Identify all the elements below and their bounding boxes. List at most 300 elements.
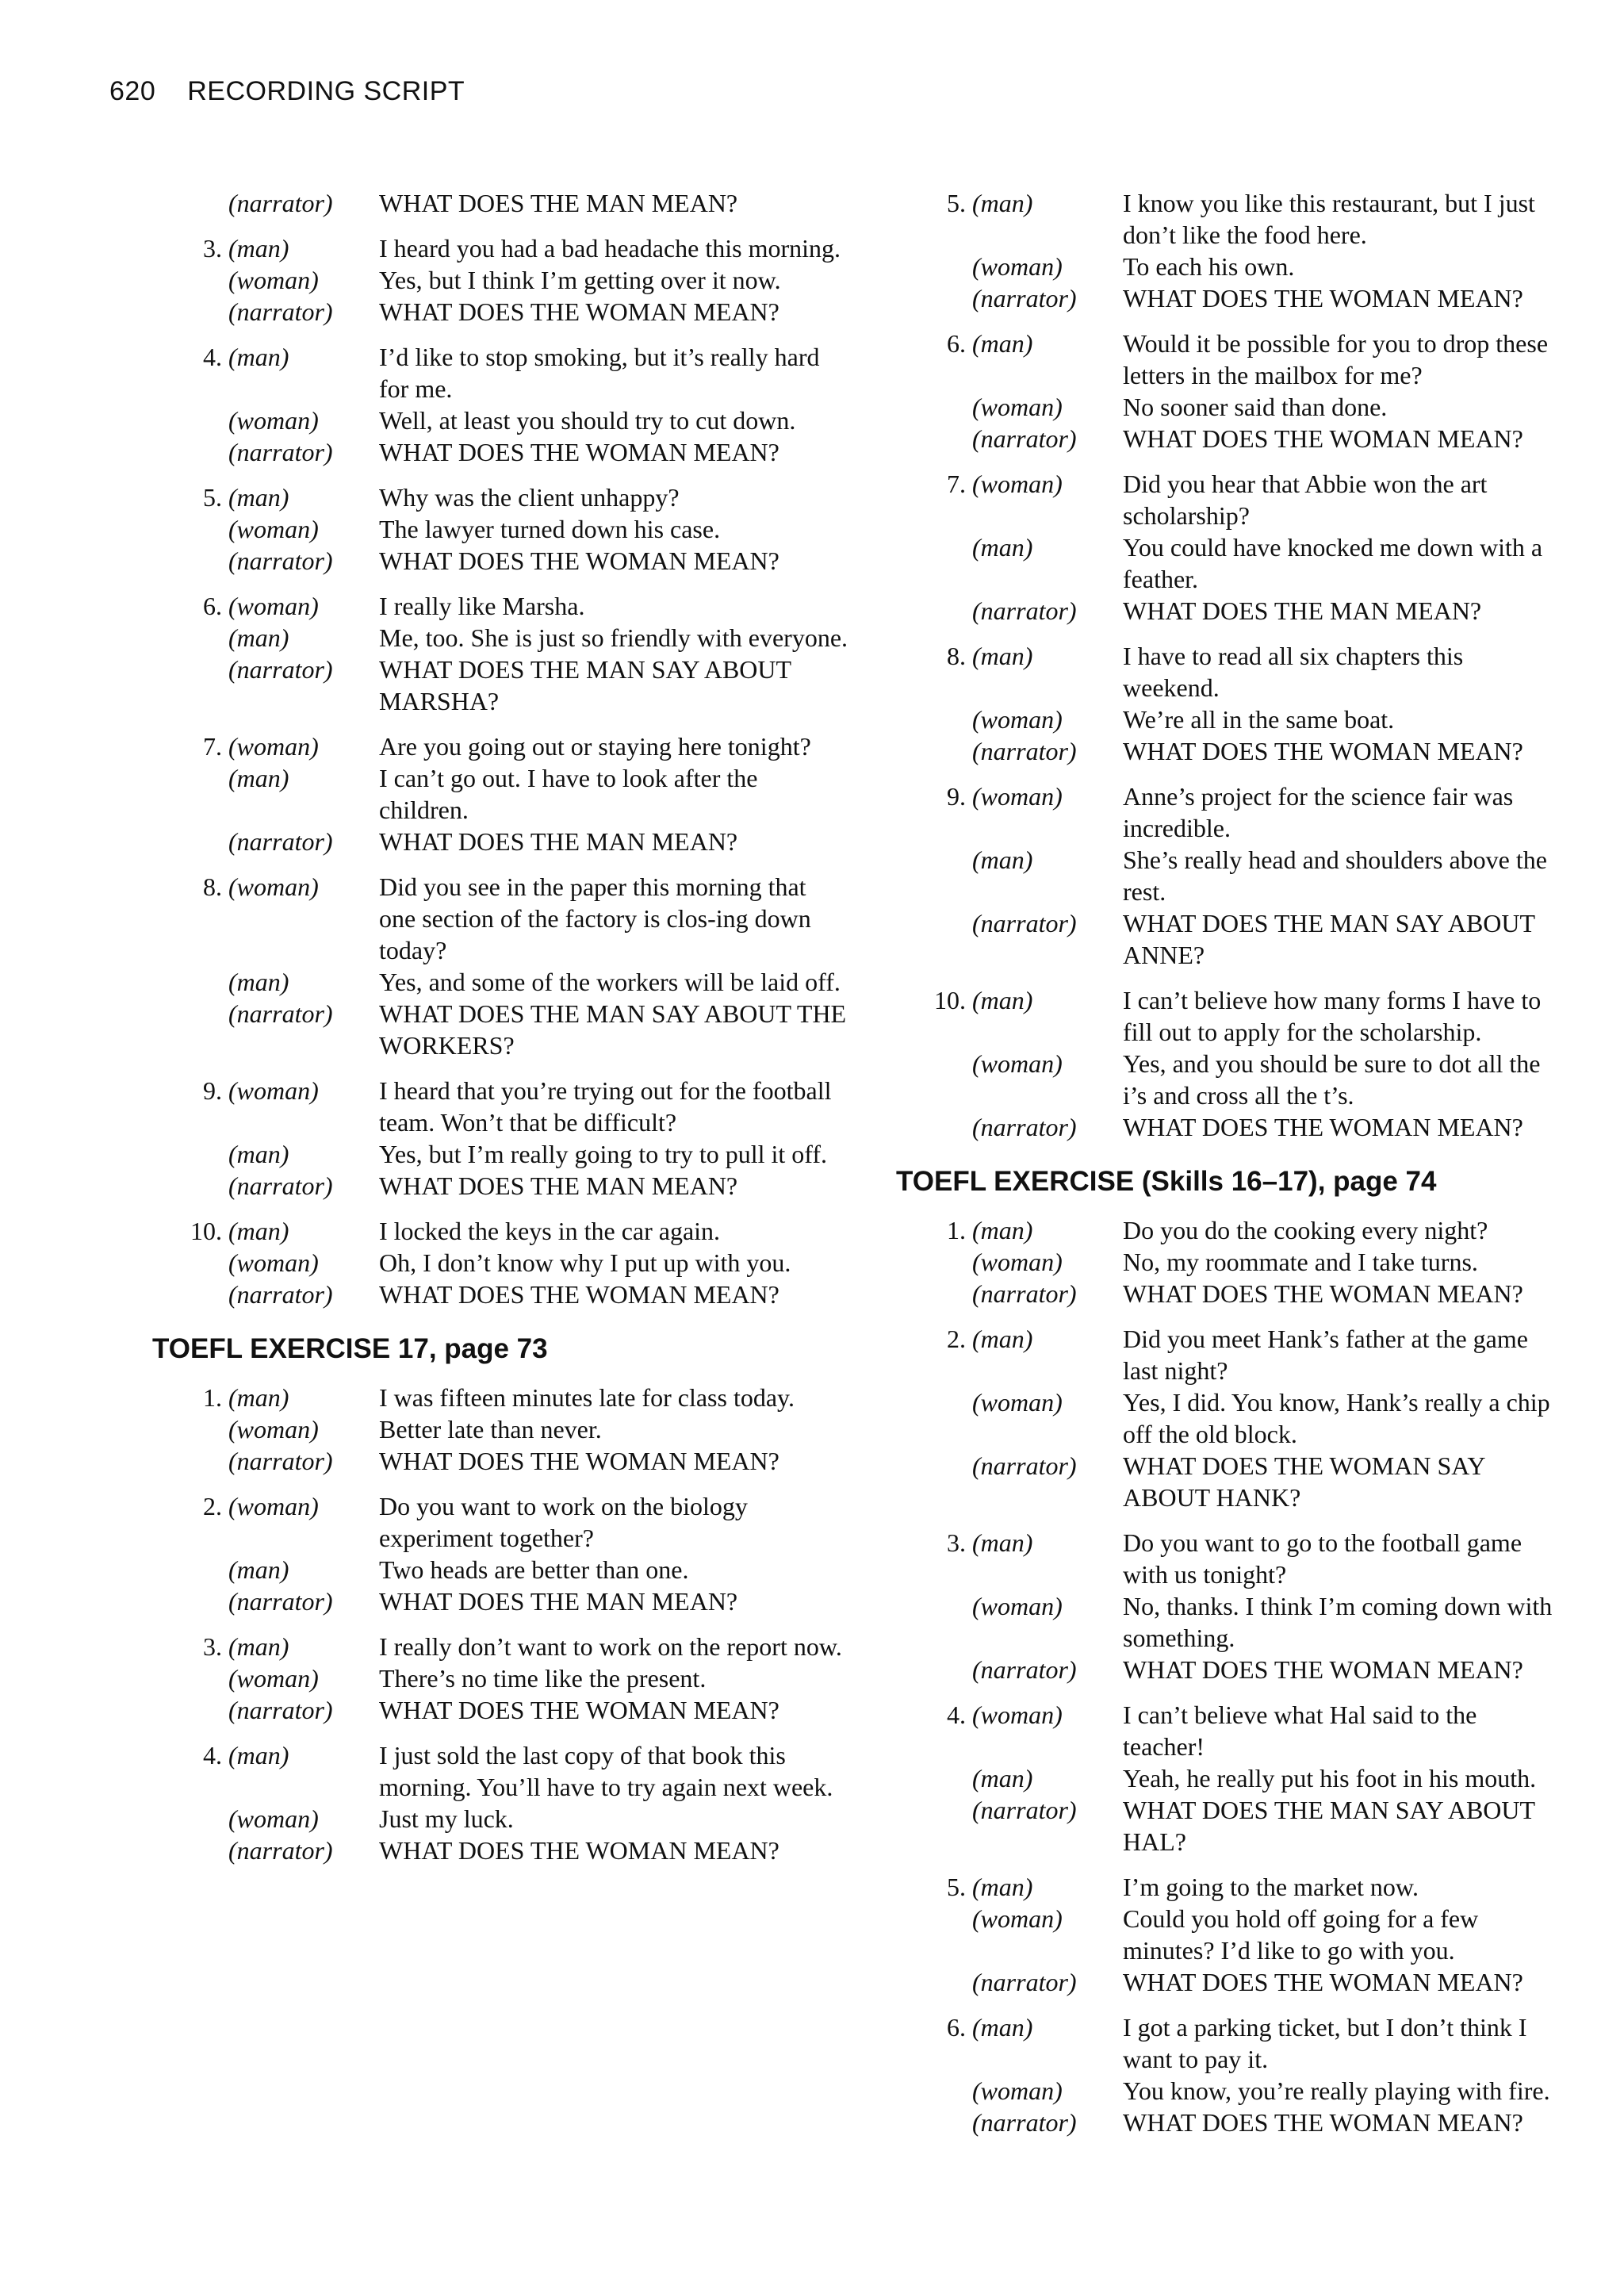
dialogue-item: [167, 1631, 848, 1726]
dialogue-line: [167, 590, 848, 622]
dialogue-line: [167, 1138, 848, 1170]
line-text: I just sold the last copy of that book this morning. You’ll have to try again next week.: [379, 1741, 833, 1801]
item-number: [910, 1590, 972, 1654]
item-number: [167, 1835, 228, 1866]
item-number: [167, 1554, 228, 1585]
speaker-label: (woman): [972, 1248, 1063, 1276]
item-number: [167, 264, 228, 296]
speaker-label: (woman): [228, 266, 319, 294]
dialogue-line: [167, 1835, 848, 1866]
line-text: Yes, but I’m really going to try to pull it off.: [379, 1140, 828, 1168]
speaker-label: (man): [228, 1140, 289, 1168]
dialogue-line: [910, 704, 1561, 735]
item-number: [910, 907, 972, 971]
item-number: 5.: [947, 1873, 966, 1901]
item-number: [910, 844, 972, 907]
line-text: WHAT DOES THE MAN MEAN?: [379, 1171, 738, 1200]
item-number: 8.: [947, 642, 966, 670]
item-number: [910, 1246, 972, 1278]
item-number: [167, 1247, 228, 1279]
speaker-label: (woman): [228, 872, 319, 901]
speaker-label: (man): [972, 1325, 1033, 1353]
dialogue-line: [167, 187, 848, 219]
item-number: [167, 545, 228, 577]
speaker-label: (narrator): [228, 189, 333, 217]
dialogue-line: [910, 735, 1561, 767]
line-text: Yes, I did. You know, Hank’s really a chip off the old block.: [1123, 1388, 1550, 1448]
dialogue-line: [167, 1662, 848, 1694]
dialogue-line: [167, 1215, 848, 1247]
line-text: Do you do the cooking every night?: [1123, 1216, 1488, 1244]
line-text: WHAT DOES THE WOMAN MEAN?: [1123, 1968, 1523, 1996]
dialogue-line: [910, 531, 1561, 595]
dialogue-line: [167, 481, 848, 513]
speaker-label: (man): [228, 1741, 289, 1769]
dialogue-item: [167, 232, 848, 328]
dialogue-item: [167, 1075, 848, 1202]
dialogue-line: [910, 1214, 1561, 1246]
line-text: WHAT DOES THE WOMAN MEAN?: [379, 1836, 779, 1865]
line-text: You know, you’re really playing with fire.: [1123, 2076, 1550, 2105]
speaker-label: (narrator): [228, 1836, 333, 1865]
dialogue-line: [910, 984, 1561, 1048]
page-title: RECORDING SCRIPT: [187, 76, 465, 106]
speaker-label: (man): [228, 234, 289, 263]
speaker-label: (woman): [228, 1248, 319, 1277]
dialogue-item: [910, 780, 1561, 971]
dialogue-line: [910, 640, 1561, 704]
speaker-label: (woman): [972, 252, 1063, 281]
item-number: [167, 1445, 228, 1477]
dialogue-item: [910, 1323, 1561, 1513]
speaker-label: (man): [228, 968, 289, 996]
item-number: [910, 1386, 972, 1450]
speaker-label: (man): [228, 764, 289, 792]
line-text: WHAT DOES THE MAN MEAN?: [379, 1587, 738, 1616]
speaker-label: (narrator): [972, 1451, 1077, 1480]
item-number: [910, 1450, 972, 1513]
dialogue-line: [167, 232, 848, 264]
item-number: [910, 704, 972, 735]
dialogue-line: [910, 1871, 1561, 1903]
speaker-label: (woman): [228, 1076, 319, 1105]
item-number: [910, 1966, 972, 1998]
speaker-label: (man): [972, 1216, 1033, 1244]
line-text: The lawyer turned down his case.: [379, 515, 721, 543]
line-text: Yeah, he really put his foot in his mouth.: [1123, 1764, 1537, 1792]
speaker-label: (man): [972, 642, 1033, 670]
item-number: 8.: [203, 872, 222, 901]
line-text: You could have knocked me down with a feather.: [1123, 533, 1543, 593]
item-number: [167, 762, 228, 826]
line-text: I was fifteen minutes late for class today.: [379, 1383, 795, 1412]
line-text: She’s really head and shoulders above the rest.: [1123, 845, 1547, 906]
line-text: WHAT DOES THE WOMAN MEAN?: [1123, 737, 1523, 765]
item-number: [910, 423, 972, 454]
speaker-label: (woman): [972, 1904, 1063, 1933]
line-text: WHAT DOES THE MAN MEAN?: [1123, 596, 1482, 625]
dialogue-item: [167, 871, 848, 1061]
speaker-label: (woman): [972, 1049, 1063, 1078]
dialogue-line: [167, 966, 848, 998]
speaker-label: (man): [972, 986, 1033, 1014]
dialogue-item: [910, 1699, 1561, 1858]
speaker-label: (man): [228, 1217, 289, 1245]
speaker-label: (man): [972, 1764, 1033, 1792]
line-text: No sooner said than done.: [1123, 393, 1388, 421]
speaker-label: (woman): [972, 1388, 1063, 1417]
dialogue-line: [910, 1966, 1561, 1998]
speaker-label: (man): [228, 1632, 289, 1661]
line-text: WHAT DOES THE WOMAN MEAN?: [379, 438, 779, 466]
line-text: We’re all in the same boat.: [1123, 705, 1395, 734]
dialogue-item: [910, 1527, 1561, 1685]
line-text: WHAT DOES THE WOMAN MEAN?: [1123, 1655, 1523, 1684]
item-number: [167, 998, 228, 1061]
item-number: [910, 531, 972, 595]
dialogue-line: [167, 730, 848, 762]
dialogue-item: [910, 2011, 1561, 2138]
item-number: [167, 1694, 228, 1726]
speaker-label: (man): [972, 329, 1033, 358]
item-number: [910, 282, 972, 314]
item-number: [167, 436, 228, 468]
item-number: 3.: [203, 1632, 222, 1661]
dialogue-line: [910, 187, 1561, 251]
dialogue-line: [910, 468, 1561, 531]
line-text: WHAT DOES THE MAN MEAN?: [379, 827, 738, 856]
item-number: [910, 1762, 972, 1794]
item-number: 4.: [203, 343, 222, 371]
line-text: I heard that you’re trying out for the football team. Won’t that be difficult?: [379, 1076, 832, 1137]
dialogue-item: [167, 730, 848, 857]
dialogue-line: [167, 1554, 848, 1585]
item-number: 4.: [203, 1741, 222, 1769]
dialogue-line: [167, 1279, 848, 1310]
line-text: I’d like to stop smoking, but it’s really hard for me.: [379, 343, 820, 403]
speaker-label: (man): [972, 189, 1033, 217]
dialogue-item: [167, 341, 848, 468]
item-number: [167, 622, 228, 654]
dialogue-line: [167, 545, 848, 577]
dialogue-item: [167, 1215, 848, 1310]
line-text: Why was the client unhappy?: [379, 483, 680, 512]
item-number: 7.: [203, 732, 222, 761]
dialogue-line: [167, 654, 848, 717]
line-text: Yes, but I think I’m getting over it now.: [379, 266, 781, 294]
page-header: [109, 76, 465, 107]
speaker-label: (woman): [228, 406, 319, 435]
line-text: Better late than never.: [379, 1415, 602, 1444]
section-heading: TOEFL EXERCISE (Skills 16–17), page 74: [896, 1166, 1437, 1197]
dialogue-line: [910, 282, 1561, 314]
item-number: [167, 1585, 228, 1617]
item-number: [910, 1048, 972, 1111]
item-number: 7.: [947, 470, 966, 498]
speaker-label: (woman): [228, 592, 319, 620]
speaker-label: (narrator): [228, 1447, 333, 1475]
line-text: Yes, and you should be sure to dot all the i’s and cross all the t’s.: [1123, 1049, 1541, 1110]
speaker-label: (woman): [228, 1415, 319, 1444]
line-text: WHAT DOES THE WOMAN MEAN?: [1123, 2108, 1523, 2137]
dialogue-line: [910, 423, 1561, 454]
dialogue-line: [167, 1803, 848, 1835]
dialogue-line: [910, 1111, 1561, 1143]
item-number: 10.: [934, 986, 966, 1014]
speaker-label: (woman): [972, 393, 1063, 421]
item-number: [167, 826, 228, 857]
dialogue-line: [910, 1699, 1561, 1762]
line-text: Are you going out or staying here tonight?: [379, 732, 811, 761]
speaker-label: (man): [972, 845, 1033, 874]
item-number: [167, 405, 228, 436]
dialogue-line: [910, 1654, 1561, 1685]
item-number: [167, 187, 228, 219]
dialogue-line: [167, 513, 848, 545]
speaker-label: (narrator): [972, 1968, 1077, 1996]
speaker-label: (narrator): [972, 1279, 1077, 1308]
line-text: There’s no time like the present.: [379, 1664, 707, 1693]
speaker-label: (man): [972, 1528, 1033, 1557]
dialogue-item: [167, 481, 848, 577]
section-heading: TOEFL EXERCISE 17, page 73: [152, 1333, 548, 1364]
speaker-label: (narrator): [972, 2108, 1077, 2137]
dialogue-line: [167, 826, 848, 857]
line-text: WHAT DOES THE WOMAN MEAN?: [379, 1280, 779, 1309]
line-text: I locked the keys in the car again.: [379, 1217, 721, 1245]
dialogue-line: [167, 1413, 848, 1445]
line-text: I got a parking ticket, but I don’t think I want to pay it.: [1123, 2013, 1527, 2073]
line-text: WHAT DOES THE MAN MEAN?: [379, 189, 738, 217]
speaker-label: (man): [228, 483, 289, 512]
dialogue-line: [167, 264, 848, 296]
speaker-label: (man): [228, 343, 289, 371]
line-text: WHAT DOES THE WOMAN MEAN?: [1123, 284, 1523, 312]
dialogue-line: [167, 1585, 848, 1617]
item-number: [167, 1803, 228, 1835]
item-number: 1.: [203, 1383, 222, 1412]
line-text: Did you see in the paper this morning that one section of the factory is clos-ing down today?: [379, 872, 811, 964]
line-text: Anne’s project for the science fair was incredible.: [1123, 782, 1514, 842]
dialogue-item: [167, 1739, 848, 1866]
dialogue-line: [167, 405, 848, 436]
speaker-label: (woman): [972, 782, 1063, 811]
dialogue-line: [167, 1382, 848, 1413]
dialogue-item: [910, 1871, 1561, 1998]
item-number: [910, 2107, 972, 2138]
item-number: [167, 1279, 228, 1310]
dialogue-line: [167, 1247, 848, 1279]
speaker-label: (narrator): [972, 1655, 1077, 1684]
speaker-label: (narrator): [972, 1113, 1077, 1141]
item-number: 10.: [190, 1217, 222, 1245]
item-number: 2.: [203, 1492, 222, 1520]
dialogue-item: [167, 590, 848, 717]
dialogue-line: [910, 1246, 1561, 1278]
item-number: [910, 595, 972, 627]
item-number: [167, 1170, 228, 1202]
item-number: [167, 654, 228, 717]
item-number: 4.: [947, 1700, 966, 1729]
speaker-label: (man): [972, 2013, 1033, 2042]
item-number: [910, 735, 972, 767]
page-number: 620: [109, 76, 156, 106]
dialogue-line: [167, 1445, 848, 1477]
line-text: I can’t believe what Hal said to the teacher!: [1123, 1700, 1477, 1761]
dialogue-line: [167, 762, 848, 826]
dialogue-line: [167, 296, 848, 328]
speaker-label: (narrator): [228, 655, 333, 684]
speaker-label: (woman): [972, 1592, 1063, 1620]
item-number: [167, 966, 228, 998]
speaker-label: (woman): [972, 1700, 1063, 1729]
dialogue-item: [910, 1214, 1561, 1309]
line-text: To each his own.: [1123, 252, 1295, 281]
line-text: WHAT DOES THE WOMAN MEAN?: [379, 297, 779, 326]
speaker-label: (woman): [228, 1492, 319, 1520]
line-text: I’m going to the market now.: [1123, 1873, 1419, 1901]
line-text: I have to read all six chapters this weekend.: [1123, 642, 1464, 702]
item-number: [910, 1654, 972, 1685]
dialogue-line: [910, 780, 1561, 844]
speaker-label: (narrator): [228, 999, 333, 1028]
speaker-label: (narrator): [228, 297, 333, 326]
dialogue-line: [910, 328, 1561, 391]
line-text: Well, at least you should try to cut down.: [379, 406, 796, 435]
item-number: [167, 1662, 228, 1694]
speaker-label: (woman): [228, 515, 319, 543]
line-text: Do you want to work on the biology experiment together?: [379, 1492, 748, 1552]
dialogue-item: [167, 1490, 848, 1617]
dialogue-line: [910, 1386, 1561, 1450]
line-text: I heard you had a bad headache this morning.: [379, 234, 841, 263]
item-number: 5.: [947, 189, 966, 217]
dialogue-line: [910, 1590, 1561, 1654]
dialogue-line: [167, 622, 848, 654]
line-text: Did you hear that Abbie won the art scholarship?: [1123, 470, 1488, 530]
speaker-label: (woman): [228, 732, 319, 761]
speaker-label: (narrator): [972, 1796, 1077, 1824]
dialogue-line: [910, 1278, 1561, 1309]
speaker-label: (narrator): [228, 1696, 333, 1724]
item-number: [167, 1413, 228, 1445]
line-text: WHAT DOES THE WOMAN MEAN?: [1123, 1113, 1523, 1141]
item-number: [167, 296, 228, 328]
dialogue-line: [167, 1170, 848, 1202]
line-text: WHAT DOES THE MAN SAY ABOUT ANNE?: [1123, 909, 1535, 969]
dialogue-line: [910, 2011, 1561, 2075]
dialogue-item: [910, 640, 1561, 767]
dialogue-line: [910, 1762, 1561, 1794]
item-number: [910, 391, 972, 423]
speaker-label: (narrator): [228, 438, 333, 466]
dialogue-line: [167, 1631, 848, 1662]
right-column: [896, 187, 1561, 2152]
line-text: WHAT DOES THE WOMAN MEAN?: [1123, 1279, 1523, 1308]
line-text: WHAT DOES THE WOMAN MEAN?: [379, 546, 779, 575]
item-number: [167, 513, 228, 545]
speaker-label: (woman): [972, 705, 1063, 734]
speaker-label: (woman): [972, 470, 1063, 498]
speaker-label: (narrator): [972, 596, 1077, 625]
item-number: [910, 1794, 972, 1858]
item-number: 6.: [947, 329, 966, 358]
dialogue-item: [167, 1382, 848, 1477]
line-text: No, my roommate and I take turns.: [1123, 1248, 1478, 1276]
speaker-label: (man): [228, 1383, 289, 1412]
line-text: Do you want to go to the football game with us tonight?: [1123, 1528, 1522, 1589]
speaker-label: (narrator): [228, 1171, 333, 1200]
line-text: WHAT DOES THE MAN SAY ABOUT MARSHA?: [379, 655, 791, 715]
dialogue-item: [910, 187, 1561, 314]
dialogue-line: [167, 998, 848, 1061]
dialogue-line: [167, 871, 848, 966]
dialogue-line: [910, 1048, 1561, 1111]
speaker-label: (woman): [228, 1804, 319, 1833]
line-text: WHAT DOES THE WOMAN SAY ABOUT HANK?: [1123, 1451, 1485, 1512]
speaker-label: (narrator): [972, 909, 1077, 937]
dialogue-item: [910, 984, 1561, 1143]
dialogue-line: [910, 2107, 1561, 2138]
speaker-label: (man): [228, 623, 289, 652]
line-text: WHAT DOES THE WOMAN MEAN?: [379, 1447, 779, 1475]
speaker-label: (narrator): [972, 737, 1077, 765]
item-number: 3.: [203, 234, 222, 263]
dialogue-line: [910, 391, 1561, 423]
speaker-label: (man): [972, 533, 1033, 562]
dialogue-line: [167, 341, 848, 405]
item-number: 1.: [947, 1216, 966, 1244]
line-text: I really don’t want to work on the report now.: [379, 1632, 842, 1661]
speaker-label: (narrator): [972, 424, 1077, 453]
line-text: Yes, and some of the workers will be laid off.: [379, 968, 841, 996]
speaker-label: (man): [228, 1555, 289, 1584]
dialogue-line: [910, 595, 1561, 627]
dialogue-line: [910, 2075, 1561, 2107]
dialogue-line: [910, 1794, 1561, 1858]
speaker-label: (man): [972, 1873, 1033, 1901]
dialogue-item: [167, 187, 848, 219]
speaker-label: (narrator): [228, 546, 333, 575]
line-text: Just my luck.: [379, 1804, 514, 1833]
item-number: 3.: [947, 1528, 966, 1557]
dialogue-line: [167, 1694, 848, 1726]
item-number: 9.: [203, 1076, 222, 1105]
item-number: [910, 1111, 972, 1143]
dialogue-line: [910, 1450, 1561, 1513]
dialogue-line: [167, 436, 848, 468]
item-number: [910, 251, 972, 282]
item-number: 2.: [947, 1325, 966, 1353]
dialogue-line: [910, 1323, 1561, 1386]
line-text: Would it be possible for you to drop these letters in the mailbox for me?: [1123, 329, 1549, 389]
line-text: I really like Marsha.: [379, 592, 585, 620]
dialogue-line: [910, 1903, 1561, 1966]
speaker-label: (narrator): [228, 827, 333, 856]
dialogue-line: [910, 1527, 1561, 1590]
item-number: [910, 1278, 972, 1309]
line-text: Me, too. She is just so friendly with everyone.: [379, 623, 848, 652]
left-column: [152, 187, 848, 1880]
dialogue-item: [910, 328, 1561, 454]
line-text: WHAT DOES THE MAN SAY ABOUT HAL?: [1123, 1796, 1535, 1856]
dialogue-line: [910, 907, 1561, 971]
speaker-label: (narrator): [972, 284, 1077, 312]
speaker-label: (woman): [228, 1664, 319, 1693]
line-text: Two heads are better than one.: [379, 1555, 689, 1584]
line-text: Could you hold off going for a few minutes? I’d like to go with you.: [1123, 1904, 1479, 1965]
line-text: Oh, I don’t know why I put up with you.: [379, 1248, 791, 1277]
